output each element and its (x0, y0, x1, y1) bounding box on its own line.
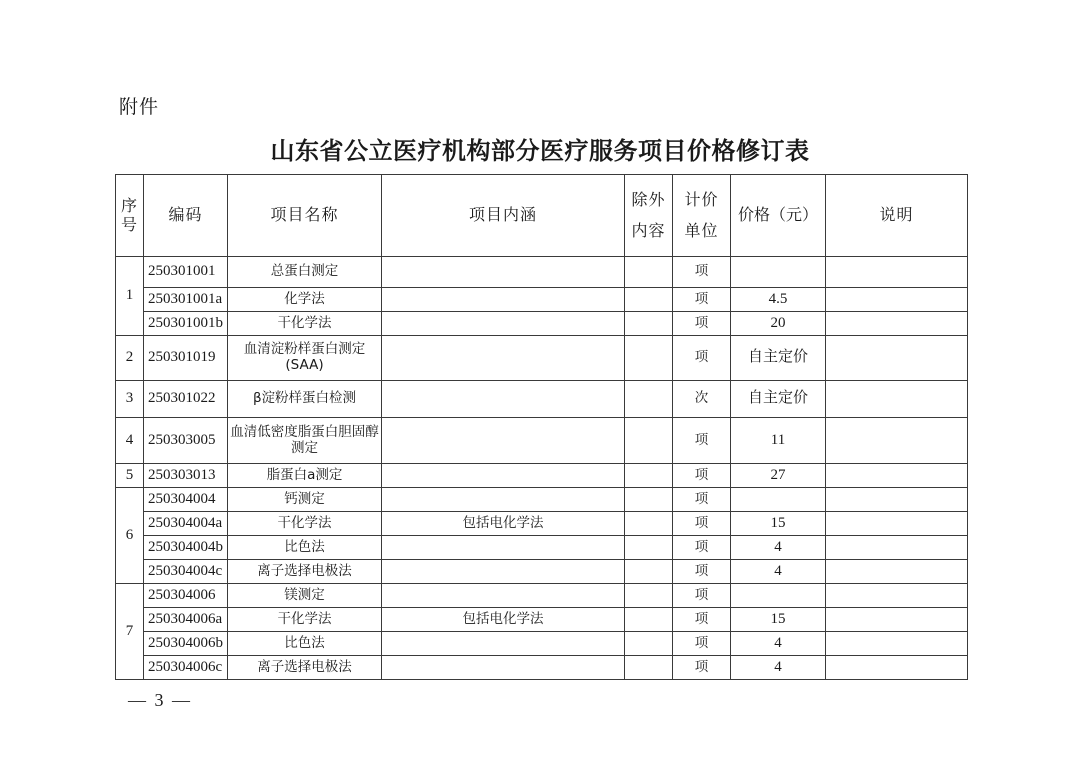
row-price: 自主定价 (731, 381, 826, 418)
row-name: 干化学法 (228, 512, 382, 536)
row-price: 4 (731, 656, 826, 680)
row-name: 离子选择电极法 (228, 656, 382, 680)
header-excluded: 除外内容 (625, 175, 673, 257)
row-name: β淀粉样蛋白检测 (228, 381, 382, 418)
row-unit: 项 (673, 608, 731, 632)
row-excluded (625, 312, 673, 336)
row-price: 4.5 (731, 288, 826, 312)
row-unit: 项 (673, 584, 731, 608)
row-price: 20 (731, 312, 826, 336)
row-note (826, 288, 968, 312)
row-seq: 1 (116, 257, 144, 336)
row-price (731, 584, 826, 608)
table-row (116, 312, 968, 336)
row-unit: 次 (673, 381, 731, 418)
row-price: 4 (731, 560, 826, 584)
row-unit: 项 (673, 257, 731, 288)
row-seq: 4 (116, 418, 144, 464)
row-name: 干化学法 (228, 608, 382, 632)
table-row (116, 257, 968, 288)
row-content (382, 288, 625, 312)
row-seq: 6 (116, 488, 144, 584)
row-content (382, 632, 625, 656)
header-content: 项目内涵 (382, 175, 625, 257)
row-code: 250301001a (144, 288, 228, 312)
row-unit: 项 (673, 288, 731, 312)
row-unit: 项 (673, 656, 731, 680)
table-row (116, 632, 968, 656)
row-note (826, 381, 968, 418)
row-excluded (625, 584, 673, 608)
table-row (116, 288, 968, 312)
row-code: 250301001 (144, 257, 228, 288)
table-row (116, 512, 968, 536)
row-note (826, 336, 968, 381)
row-seq: 3 (116, 381, 144, 418)
row-content (382, 312, 625, 336)
row-code: 250301022 (144, 381, 228, 418)
row-content (382, 488, 625, 512)
row-name: 总蛋白测定 (228, 257, 382, 288)
row-price: 4 (731, 632, 826, 656)
row-code: 250304006a (144, 608, 228, 632)
table-row (116, 536, 968, 560)
row-excluded (625, 560, 673, 584)
row-name: 血清低密度脂蛋白胆固醇测定 (228, 418, 382, 464)
row-note (826, 512, 968, 536)
header-seq: 序号 (116, 175, 144, 257)
table-row (116, 560, 968, 584)
row-content (382, 418, 625, 464)
row-name: 比色法 (228, 536, 382, 560)
row-code: 250304006b (144, 632, 228, 656)
price-revision-table (115, 174, 968, 680)
row-note (826, 584, 968, 608)
row-name: 化学法 (228, 288, 382, 312)
row-price (731, 488, 826, 512)
table-header-row (116, 175, 968, 257)
row-name: 钙测定 (228, 488, 382, 512)
row-content: 包括电化学法 (382, 512, 625, 536)
row-price (731, 257, 826, 288)
attachment-label: 附件 (119, 96, 160, 118)
header-price: 价格（元） (731, 175, 826, 257)
row-code: 250304006 (144, 584, 228, 608)
row-code: 250304004b (144, 536, 228, 560)
row-content (382, 536, 625, 560)
row-code: 250304004c (144, 560, 228, 584)
row-content (382, 656, 625, 680)
row-name: 干化学法 (228, 312, 382, 336)
row-unit: 项 (673, 632, 731, 656)
row-price: 27 (731, 464, 826, 488)
row-code: 250303013 (144, 464, 228, 488)
row-content (382, 464, 625, 488)
table-row (116, 381, 968, 418)
row-excluded (625, 488, 673, 512)
row-content (382, 257, 625, 288)
row-price: 11 (731, 418, 826, 464)
row-excluded (625, 381, 673, 418)
row-note (826, 257, 968, 288)
row-content (382, 584, 625, 608)
row-note (826, 632, 968, 656)
row-unit: 项 (673, 560, 731, 584)
table-row (116, 608, 968, 632)
row-content: 包括电化学法 (382, 608, 625, 632)
row-note (826, 464, 968, 488)
row-price: 4 (731, 536, 826, 560)
row-note (826, 418, 968, 464)
row-note (826, 656, 968, 680)
row-note (826, 488, 968, 512)
row-seq: 7 (116, 584, 144, 680)
row-unit: 项 (673, 464, 731, 488)
row-name: 镁测定 (228, 584, 382, 608)
page-number: — 3 — (128, 690, 192, 710)
row-note (826, 608, 968, 632)
row-content (382, 381, 625, 418)
row-excluded (625, 418, 673, 464)
row-content (382, 336, 625, 381)
row-excluded (625, 656, 673, 680)
row-price: 自主定价 (731, 336, 826, 381)
row-unit: 项 (673, 336, 731, 381)
row-excluded (625, 512, 673, 536)
row-excluded (625, 536, 673, 560)
document-title: 山东省公立医疗机构部分医疗服务项目价格修订表 (270, 136, 810, 165)
row-code: 250304004 (144, 488, 228, 512)
row-note (826, 560, 968, 584)
row-name: 血清淀粉样蛋白测定(SAA) (228, 336, 382, 381)
row-seq: 5 (116, 464, 144, 488)
row-code: 250304004a (144, 512, 228, 536)
table-row (116, 464, 968, 488)
header-code: 编码 (144, 175, 228, 257)
row-name: 离子选择电极法 (228, 560, 382, 584)
row-note (826, 312, 968, 336)
header-name: 项目名称 (228, 175, 382, 257)
row-unit: 项 (673, 512, 731, 536)
row-code: 250301001b (144, 312, 228, 336)
row-price: 15 (731, 512, 826, 536)
table-row (116, 488, 968, 512)
table-row (116, 584, 968, 608)
header-unit: 计价单位 (673, 175, 731, 257)
row-unit: 项 (673, 488, 731, 512)
row-excluded (625, 608, 673, 632)
row-unit: 项 (673, 536, 731, 560)
row-code: 250301019 (144, 336, 228, 381)
row-excluded (625, 257, 673, 288)
row-seq: 2 (116, 336, 144, 381)
table-row (116, 656, 968, 680)
row-unit: 项 (673, 418, 731, 464)
row-excluded (625, 336, 673, 381)
row-note (826, 536, 968, 560)
header-note: 说明 (826, 175, 968, 257)
row-price: 15 (731, 608, 826, 632)
table-row (116, 336, 968, 381)
table-body (116, 257, 968, 680)
row-excluded (625, 288, 673, 312)
row-code: 250304006c (144, 656, 228, 680)
row-content (382, 560, 625, 584)
row-excluded (625, 632, 673, 656)
row-name: 脂蛋白a测定 (228, 464, 382, 488)
row-excluded (625, 464, 673, 488)
row-code: 250303005 (144, 418, 228, 464)
row-unit: 项 (673, 312, 731, 336)
row-name: 比色法 (228, 632, 382, 656)
table-row (116, 418, 968, 464)
